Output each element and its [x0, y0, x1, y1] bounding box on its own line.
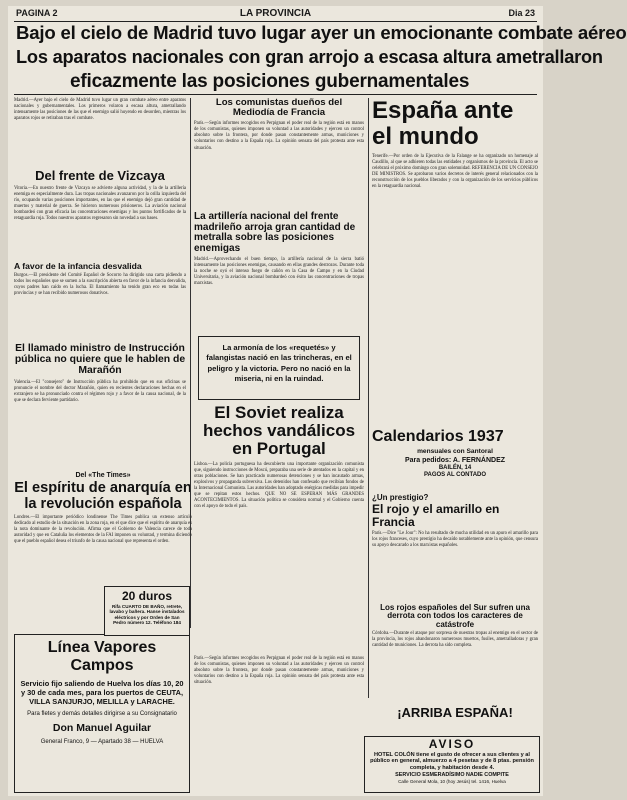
- soviet-body: Lisboa.—La policía portuguesa ha descubierto una importante organización comunista que, siguiendo instrucciones de Moscú, preparaba una serie de atentados en la capital y en otras poblaciones. Se han practicado numerosas detenciones y se han incautado armas, explosivos y propaganda subversiva. Los detenidos han confesado que recibían fondos de la Internacional Comunista. Las autoridades han adoptado enérgicas medidas para impedir que se repitan estos hechos. QUE NO SE ESPERAN MÁS GRANDES ACONTECIMIENTOS. La situación política se considera normal y el Gobierno cuenta con el apoyo de todo el país.: [194, 461, 364, 510]
- lead-headline-2: Los aparatos nacionales con gran arrojo a escasa altura ametrallaron: [16, 47, 603, 67]
- duros-text: Rifa CUARTO DE BAÑO, retrete, lavabo y bañera. Hanse instalados eléctricos y por Orden de San Pedro número 12. Teléfono 184: [109, 604, 185, 626]
- vapores-agent: Don Manuel Aguilar: [52, 722, 152, 734]
- soviet-story: [194, 404, 364, 652]
- anarquia-kicker: Del «The Times»: [75, 472, 131, 479]
- espana-story: [372, 98, 538, 428]
- duros-ad: [104, 586, 190, 636]
- vapores-title: Línea Vapores Campos: [47, 639, 157, 674]
- derrota-body: Córdoba.—Durante el ataque por sorpresa de nuestras tropas al enemigo en el sector de la provincia, los rojos abandonaron numerosos muertos, fusiles, ametralladoras y gran cantidad de municiones. La derrota ha sido completa.: [372, 631, 538, 649]
- aviso-ad: [364, 736, 540, 793]
- armonia-box: [198, 336, 360, 400]
- column-rule-2: [368, 98, 369, 698]
- infancia-body: Burgos.—El presidente del Comité Español de Socorro ha dirigido una carta pidiendo a todos los españoles que se sumen a la suscripción abierta en favor de la infancia desvalida, cuyos padres han caído en la lucha. El llamamiento ha tenido gran eco en todas las provincias y se han recibido numerosos donativos.: [14, 273, 186, 297]
- maranon-headline: El llamado ministro de Instrucción pública no quiere que le hablen de Marañón: [14, 343, 186, 376]
- aviso-address: Calle General Mola, 10 (hoy Jesús) tel. 1416, Huelva: [398, 779, 506, 785]
- lead-rule: [14, 94, 537, 95]
- prestigio-story: [372, 494, 538, 602]
- comunistas-headline: Los comunistas dueños del Mediodía de Francia: [215, 97, 343, 119]
- aviso-title: AVISO: [428, 737, 476, 751]
- anarquia-headline: El espíritu de anarquía en la revolución española: [14, 480, 192, 512]
- calendarios-address: BAILÉN, 14: [438, 464, 472, 471]
- vizcaya-headline: Del frente de Vizcaya: [35, 168, 165, 183]
- soviet-headline: El Soviet realiza hechos vandálicos en Portugal: [202, 403, 356, 458]
- prestigio-body: París.—Dice "Le Jour": No ha resultado de mucha utilidad en un apuro el amarillo para los rojos franceses, cuyo prestigio ha decaído notablemente ante la opinión, que censura su apoyo descarado a los marxistas españoles.: [372, 530, 538, 548]
- vapores-text: Servicio fijo saliendo de Huelva los días 10, 20 y 30 de cada mes, para los puertos de CEUTA, VILLA SANJURJO, MELILLA y LARACHE.: [20, 679, 184, 706]
- prestigio-headline: El rojo y el amarillo en Francia: [372, 502, 500, 529]
- comunistas-story: [194, 98, 364, 208]
- aviso-text: HOTEL COLÓN tiene el gusto de ofrecer a sus clientes y al público en general, almuerzo a 4 pesetas y de 8 ptas. pensión completa, y habitación desde 4.: [370, 752, 534, 771]
- masthead: [14, 8, 537, 20]
- armonia-text: La armonía de los «requetés» y falangistas nació en las trincheras, en el peligro y la victoria. Pero no nació en la miseria, ni en la ruindad.: [206, 343, 352, 384]
- lead-headline-3: eficazmente las posiciones gubernamentales: [70, 71, 470, 92]
- vapores-contact: Para fletes y demás detalles dirigirse a su Consignatario: [27, 711, 177, 717]
- prestigio-kicker: ¿Un prestigio?: [372, 493, 429, 502]
- maranon-body: Valencia.—El "consejero" de Instrucción pública ha prohibido que en sus oficinas se pronuncie el nombre del doctor Marañón, quien en recientes declaraciones hechas en el extranjero se ha pronunciado contra el régimen rojo y a favor de la causa nacional, de la que se declara ferviente partidario.: [14, 379, 186, 404]
- maranon-story: [14, 344, 186, 472]
- soviet-continued: París.—Según informes recogidos en Perpignan el poder real de la región está en manos de los comunistas, quienes imponen su voluntad a las autoridades y ejercen un control absoluto sobre la frontera, por donde pasan constantemente armas, municiones y voluntarios con destino a la España roja. La opinión sensata del país protesta ante esta situación.: [194, 656, 364, 686]
- calendarios-subtitle: mensuales con Santoral: [417, 447, 493, 455]
- espana-body: Tenerife.—Por orden de la Ejecutiva de la Falange se ha organizado un homenaje al Caudillo, al que se adhieren todas las entidades y organismos de la provincia. El acto se celebrará el próximo domingo con gran solemnidad. REFERENCIA DE UN CONSEJO DE MINISTROS. Se aprobaron varios decretos de interés general relacionados con la reconstrucción de los pueblos liberados y con la organización de los servicios públicos en la retaguardia nacional.: [372, 154, 538, 190]
- artilleria-story: [194, 212, 364, 332]
- column-rule-1: [190, 98, 191, 628]
- paper-name: LA PROVINCIA: [239, 8, 312, 19]
- vapores-ad: [14, 634, 190, 793]
- calendarios-note: PAGOS AL CONTADO: [423, 471, 487, 478]
- issue-date: Dia 23: [508, 8, 535, 18]
- lead-headline-1: Bajo el cielo de Madrid tuvo lugar ayer un emocionante combate aéreo: [16, 22, 627, 43]
- calendarios-ad: [372, 429, 538, 491]
- aviso-service: SERVICIO ESMERADÍSIMO NADIE COMPITE: [395, 772, 509, 779]
- artilleria-headline: La artillería nacional del frente madrileño arroja gran cantidad de metralla sobre las posiciones enemigas: [194, 211, 356, 254]
- calendarios-agent: Para pedidos: A. FERNÁNDEZ: [404, 456, 506, 464]
- vizcaya-body: Vitoria.—En nuestro frente de Vizcaya se advierte alguna actividad, y la de la artillería enemiga es especialmente dura. Las tropas nacionales avanzaron por la orilla izquierda del río, ocupando varias posiciones importantes, en las que el enemigo dejó gran cantidad de muertos y material de guerra. Se hicieron numerosos prisioneros. La aviación nacional bombardeó con gran eficacia las concentraciones enemigas y los puntos fortificados de la retaguardia roja. Todos nuestros aparatos regresaron sin novedad a sus bases.: [14, 185, 186, 222]
- vapores-address: General Franco, 9 — Apartado 38 — HUELVA: [40, 739, 164, 745]
- page-number: PAGINA 2: [16, 8, 58, 18]
- newspaper-page: [8, 6, 627, 796]
- artilleria-body: Madrid.—Aprovechando el buen tiempo, la artillería nacional de la sierra batió intensamente las posiciones enemigas, causando en ellas grandes destrozos. Durante toda la noche se oyó el intenso fuego de cañón en la Casa de Campo y en la Ciudad Universitaria, y la aviación nacional bombardeó con éxito las concentraciones de tropas marxistas.: [194, 257, 364, 287]
- calendarios-title: Calendarios 1937: [372, 428, 504, 445]
- comunistas-body: París.—Según informes recogidos en Perpignan el poder real de la región está en manos de los comunistas, quienes imponen su voluntad a las autoridades y ejercen un control absoluto sobre la frontera, por donde pasan constantemente armas, municiones y voluntarios con destino a la España roja. La opinión sensata del país protesta ante esta situación.: [194, 121, 364, 151]
- derrota-headline: Los rojos españoles del Sur sufren una derrota con todos los caracteres de catástrofe: [380, 603, 530, 629]
- vizcaya-story: [14, 169, 186, 259]
- lead-story-body: Madrid.—Ayer bajo el cielo de Madrid tuvo lugar un gran combate aéreo entre aparatos nacionales y gubernamentales. Los primeros volaron a escasa altura, ametrallando intensamente las posiciones de las que el enemigo salió huyendo en desorden, mientras los aparatos rojos se retiraban tras el combate.: [14, 98, 186, 122]
- infancia-story: [14, 262, 186, 340]
- anarquia-body: Londres.—El importante periódico londinense The Times publica un extenso artículo dedicado al estudio de la situación en la zona roja, en el que dice que el espíritu de anarquía es la nota dominante de la revolución. Afirma que el Gobierno de Valencia carece de toda autoridad y que en Cataluña los elementos de la FAI imponen su voluntad, y termina diciendo que el pueblo español desea el triunfo de la causa nacional que representa el orden.: [14, 514, 192, 545]
- espana-headline: España ante el mundo: [372, 97, 514, 150]
- duros-title: 20 duros: [121, 589, 172, 603]
- derrota-story: [372, 604, 538, 704]
- arriba-slogan: ¡ARRIBA ESPAÑA!: [397, 705, 513, 720]
- infancia-headline: A favor de la infancia desvalida: [14, 261, 142, 271]
